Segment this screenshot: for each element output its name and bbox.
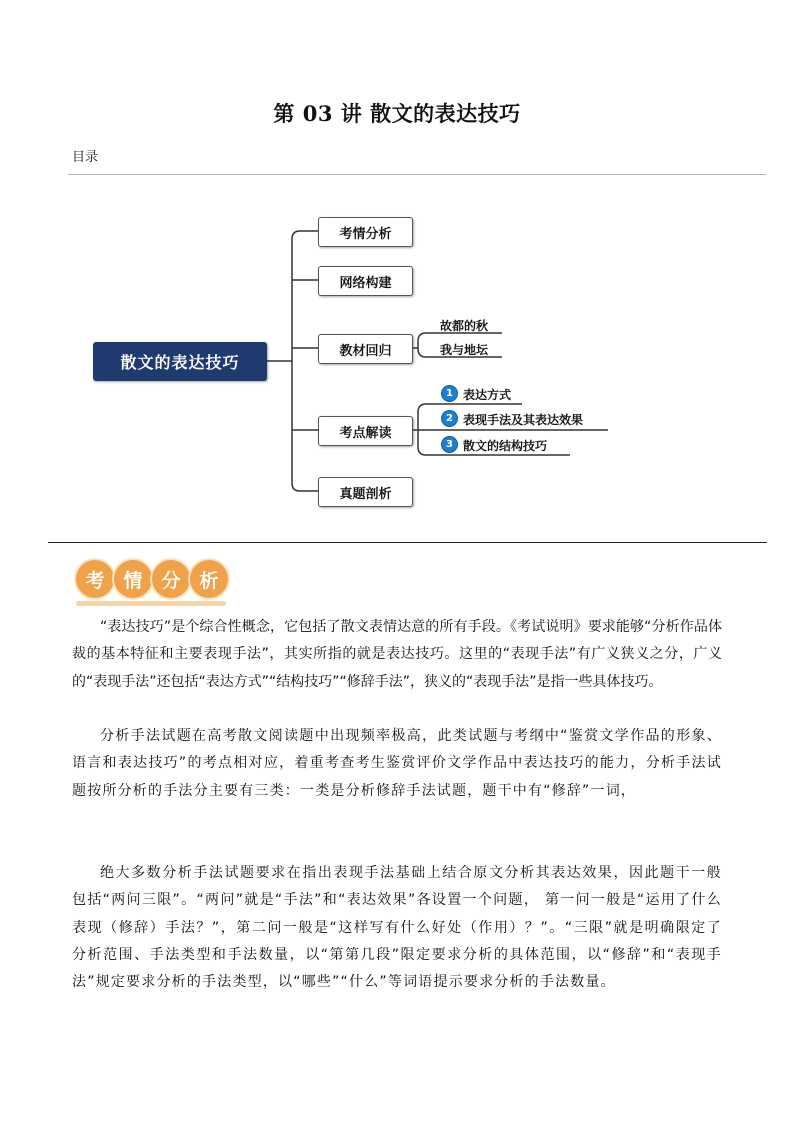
mindmap-node-jiaocai: 教材回归 bbox=[318, 334, 413, 364]
mindmap-root: 散文的表达技巧 bbox=[93, 342, 267, 381]
toc-label: 目录 bbox=[72, 150, 99, 165]
mindmap-leaf-jiegou: 散文的结构技巧 bbox=[463, 439, 548, 453]
badge-char: 析 bbox=[190, 560, 228, 598]
paragraph-3: 绝大多数分析手法试题要求在指出表现手法基础上结合原文分析其表达效果，因此题干一般包括“两问三限”。“两问”就是“手法”和“表达效果”各设置一个问题， 第一问一般是“运用了什么表现（修辞）手法？”，第二问一般是“这样写有什么好处（作用）？”。“三限”就是明确限定了分析范围、手法类型和手法数量，以“第第几段”限定要求分析的具体范围，以“修辞”和“表现手法”规定要求分析的手法类型，以“哪些”“什么”等词语提示要求分析的手法数量。 bbox=[72, 865, 722, 991]
mindmap-node-kaoqing: 考情分析 bbox=[318, 217, 413, 247]
mindmap-leaf-gudu: 故都的秋 bbox=[440, 319, 489, 333]
paragraph-1: “表达技巧”是个综合性概念，它包括了散文表情达意的所有手段。《考试说明》要求能够“分析作品体裁的基本特征和主要表现手法”，其实所指的就是表达技巧。这里的“表现手法”有广义狭义之分，广义的“表现手法”还包括“表达方式”“结构技巧”“修辞手法”，狭义的“表现手法”是指一些具体技巧。 bbox=[72, 619, 722, 690]
section-divider bbox=[48, 542, 767, 543]
number-1-icon: 1 bbox=[442, 386, 457, 401]
badge-char: 考 bbox=[76, 560, 114, 598]
badge-char: 情 bbox=[114, 560, 152, 598]
mindmap-leaf-biaoxian: 表现手法及其表达效果 bbox=[463, 413, 584, 427]
mindmap-leaf-woyuditan: 我与地坛 bbox=[440, 343, 489, 357]
section-badge-kaoqing bbox=[76, 560, 226, 608]
number-2-icon: 2 bbox=[442, 411, 457, 426]
mindmap-node-wangluo: 网络构建 bbox=[318, 266, 413, 296]
paragraph-2: 分析手法试题在高考散文阅读题中出现频率极高，此类试题与考纲中“鉴赏文学作品的形象、语言和表达技巧”的考点相对应，着重考查考生鉴赏评价文学作品中表达技巧的能力，分析手法试题按所分析的手法分主要有三类：一类是分析修辞手法试题，题干中有“修辞”一词， bbox=[72, 728, 722, 799]
badge-char: 分 bbox=[152, 560, 190, 598]
mindmap-node-kaodian: 考点解读 bbox=[318, 416, 413, 446]
mindmap-leaf-biaoda: 表达方式 bbox=[463, 388, 512, 402]
number-3-icon: 3 bbox=[442, 437, 457, 452]
page-title: 第 03 讲 散文的表达技巧 bbox=[273, 101, 521, 126]
mindmap-node-zhenti: 真题剖析 bbox=[318, 477, 413, 507]
